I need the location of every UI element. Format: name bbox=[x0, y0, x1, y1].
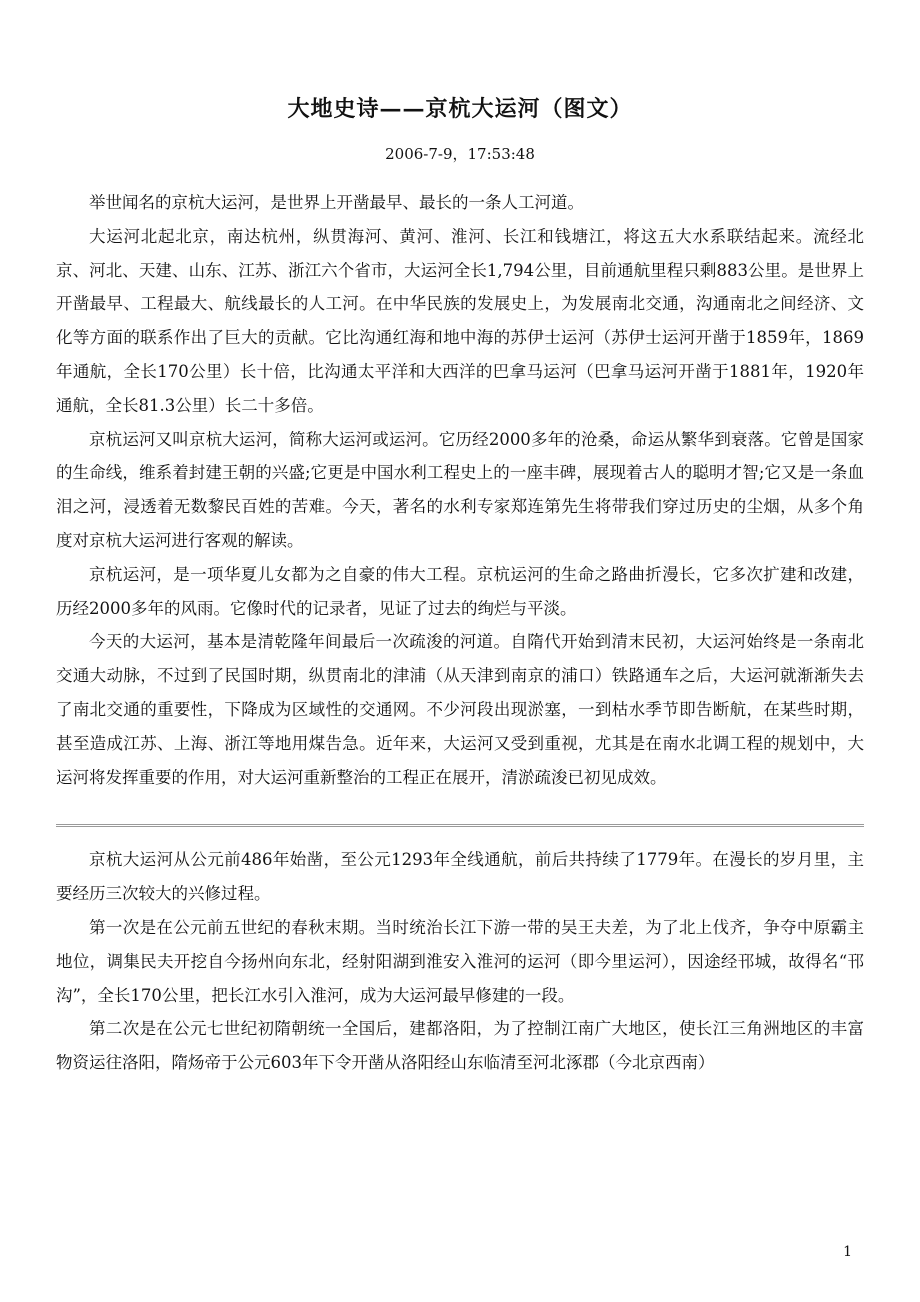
paragraph: 第一次是在公元前五世纪的春秋末期。当时统治长江下游一带的吴王夫差，为了北上伐齐，争夺中原霸主地位，调集民夫开挖自今扬州向东北，经射阳湖到淮安入淮河的运河（即今里运河），因途经邗城，故得名“邗沟”，全长170公里，把长江水引入淮河，成为大运河最早修建的一段。 bbox=[56, 917, 864, 1005]
paragraph: 第二次是在公元七世纪初隋朝统一全国后，建都洛阳，为了控制江南广大地区，使长江三角洲地区的丰富物资运往洛阳，隋炀帝于公元603年下令开凿从洛阳经山东临清至河北涿郡（今北京西南） bbox=[56, 1019, 864, 1073]
page-number: 1 bbox=[843, 1244, 852, 1260]
paragraph: 京杭运河，是一项华夏儿女都为之自豪的伟大工程。京杭运河的生命之路曲折漫长，它多次扩建和改建，历经2000多年的风雨。它像时代的记录者，见证了过去的绚烂与平淡。 bbox=[56, 564, 864, 618]
paragraph: 举世闻名的京杭大运河，是世界上开凿最早、最长的一条人工河道。 bbox=[89, 193, 584, 212]
publish-date: 2006-7-9，17:53:48 bbox=[385, 145, 535, 163]
section-divider bbox=[56, 824, 864, 827]
document-title: 大地史诗——京杭大运河（图文） bbox=[287, 96, 633, 122]
paragraph: 今天的大运河，基本是清乾隆年间最后一次疏浚的河道。自隋代开始到清末民初，大运河始终是一条南北交通大动脉，不过到了民国时期，纵贯南北的津浦（从天津到南京的浦口）铁路通车之后，大运河就渐渐失去了南北交通的重要性，下降成为区域性的交通网。不少河段出现淤塞，一到枯水季节即告断航，在某些时期，甚至造成江苏、上海、浙江等地用煤告急。近年来，大运河又受到重视，尤其是在南水北调工程的规划中，大运河将发挥重要的作用，对大运河重新整治的工程正在展开，清淤疏浚已初见成效。 bbox=[56, 632, 864, 787]
paragraph: 京杭大运河从公元前486年始凿，至公元1293年全线通航，前后共持续了1779年。在漫长的岁月里，主要经历三次较大的兴修过程。 bbox=[56, 850, 864, 904]
paragraph: 大运河北起北京，南达杭州，纵贯海河、黄河、淮河、长江和钱塘江，将这五大水系联结起来。流经北京、河北、天建、山东、江苏、浙江六个省市，大运河全长1,794公里，目前通航里程只剩883公里。是世界上开凿最早、工程最大、航线最长的人工河。在中华民族的发展史上，为发展南北交通，沟通南北之间经济、文化等方面的联系作出了巨大的贡献。它比沟通红海和地中海的苏伊士运河（苏伊士运河开凿于1859年，1869年通航，全长170公里）长十倍，比沟通太平洋和大西洋的巴拿马运河（巴拿马运河开凿于1881年，1920年通航，全长81.3公里）长二十多倍。 bbox=[56, 226, 864, 415]
document-page bbox=[56, 92, 864, 1080]
paragraph: 京杭运河又叫京杭大运河，简称大运河或运河。它历经2000多年的沧桑，命运从繁华到衰落。它曾是国家的生命线，维系着封建王朝的兴盛;它更是中国水利工程史上的一座丰碑，展现着古人的聪明才智;它又是一条血泪之河，浸透着无数黎民百姓的苦难。今天，著名的水利专家郑连第先生将带我们穿过历史的尘烟，从多个角度对京杭大运河进行客观的解读。 bbox=[56, 429, 864, 550]
